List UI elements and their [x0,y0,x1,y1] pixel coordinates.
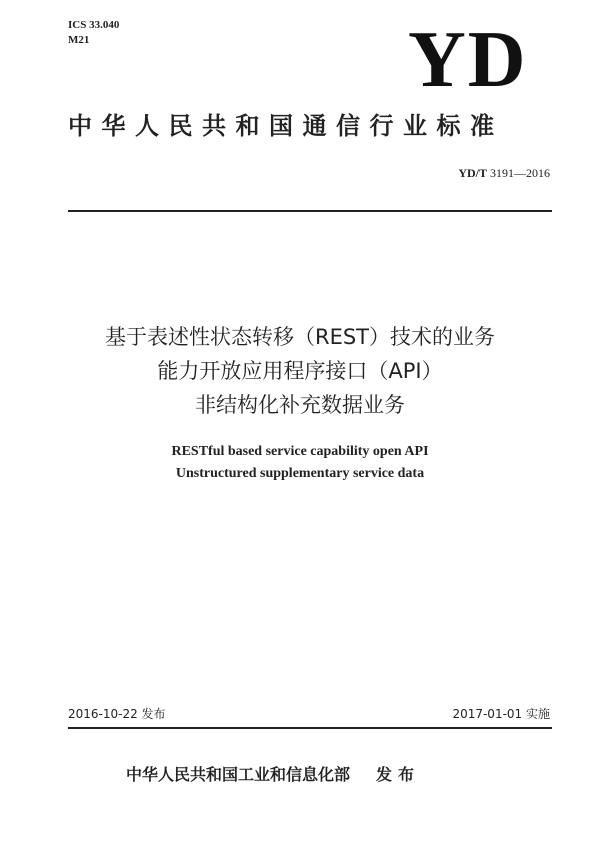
implementation-date: 2017-01-01 实施 [452,707,550,721]
english-title-line-2: Unstructured supplementary service data [175,466,425,481]
issuer-name: 中华人民共和国工业和信息化部 [126,765,351,784]
chinese-title-line-2: 能力开放应用程序接口（API） [157,359,443,383]
bottom-divider [68,727,552,729]
issuer-label: 发布 [376,765,421,784]
english-title-line-1: RESTful based service capability open API [171,444,429,459]
top-divider [68,210,552,212]
chinese-title-line-1: 基于表述性状态转移（REST）技术的业务 [104,325,496,349]
chinese-title [40,320,560,422]
category-code: M21 [68,34,90,46]
publish-date: 2016-10-22 发布 [68,707,166,721]
english-title [40,441,560,485]
chinese-title-line-3: 非结构化补充数据业务 [195,393,405,417]
standard-title: 中华人民共和国通信行业标准 [68,112,504,140]
ics-code: ICS 33.040 [68,19,120,31]
standard-code-prefix: YD/T [458,166,487,180]
issuer-line [126,764,420,786]
classification-block [68,18,119,48]
standard-code [420,165,550,181]
standard-code-number: 3191—2016 [490,166,550,180]
yd-logo: YD [408,16,528,104]
